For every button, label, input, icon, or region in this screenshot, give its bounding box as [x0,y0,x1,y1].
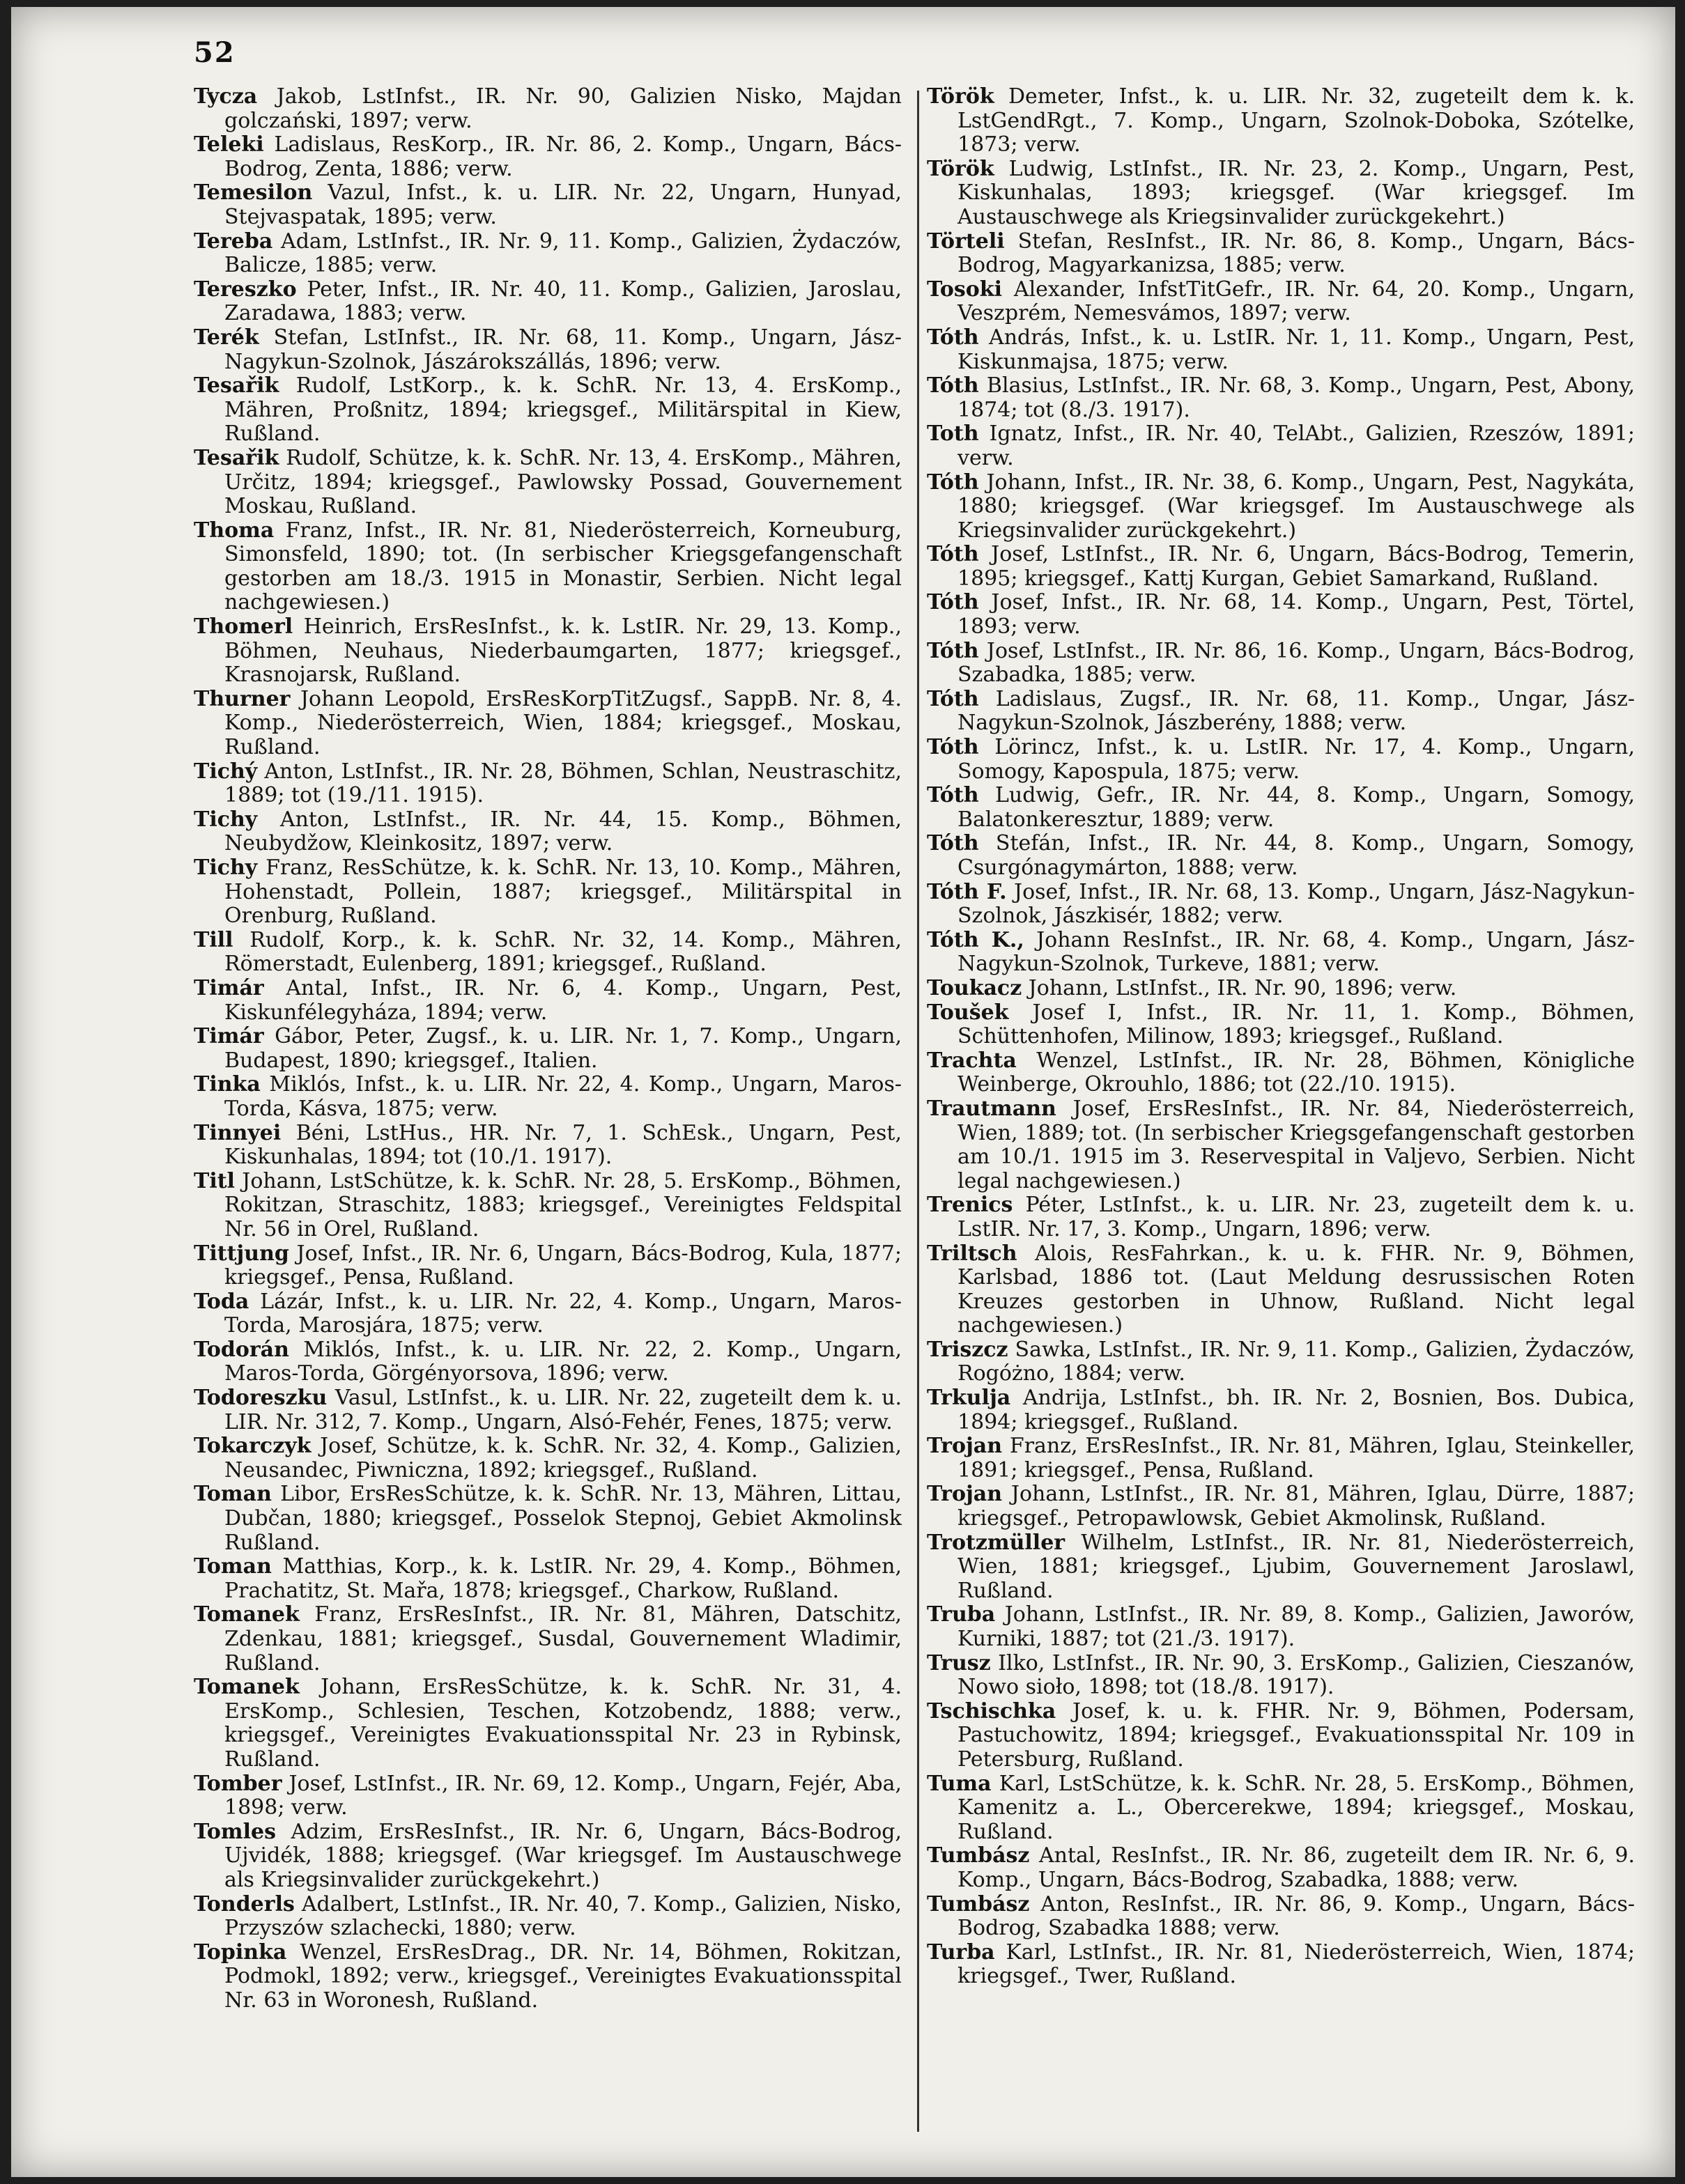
entry-surname: Tóth [927,325,979,350]
entry-details: Antal, Infst., IR. Nr. 6, 4. Komp., Ungarn, Pest, Kiskunfélegyháza, 1894; verw. [224,975,902,1025]
entry-details: Lázár, Infst., k. u. LIR. Nr. 22, 4. Komp., Ungarn, Maros-Torda, Marosjára, 1875; verw. [224,1289,902,1338]
entry-surname: Tuma [927,1771,992,1796]
casualty-entry [194,977,902,1025]
entry-details: Josef, Infst., IR. Nr. 68, 13. Komp., Ungarn, Jász-Nagykun-Szolnok, Jászkisér, 1882; verw. [957,879,1636,929]
entry-surname: Temesilon [194,180,313,206]
casualty-entry [927,326,1635,374]
entry-details: Franz, ErsResInfst., IR. Nr. 81, Mähren, Iglau, Steinkeller, 1891; kriegsgef., Pensa, Rußland. [957,1434,1635,1482]
entry-details: Johann Leopold, ErsResKorpTitZugsf., SappB. Nr. 8, 4. Komp., Niederösterreich, Wien, 1884; kriegsgef., Moskau, Rußland. [224,686,902,760]
entry-surname: Timár [194,975,264,1000]
entry-details: Péter, LstInfst., k. u. LIR. Nr. 23, zugeteilt dem k. u. LstIR. Nr. 17, 3. Komp., Ungarn, 1896; verw. [957,1193,1635,1241]
casualty-entry [927,1700,1635,1772]
entry-surname: Törteli [927,229,1005,254]
entry-details: Andrija, LstInfst., bh. IR. Nr. 2, Bosnien, Bos. Dubica, 1894; kriegsgef., Rußland. [957,1386,1635,1434]
entry-details: Peter, Infst., IR. Nr. 40, 11. Komp., Galizien, Jaroslau, Zaradawa, 1883; verw. [224,277,902,326]
entry-surname: Toukacz [927,975,1022,1000]
casualty-entry [927,422,1635,470]
entry-surname: Teleki [194,132,264,157]
casualty-entry [927,591,1635,639]
entry-surname: Thurner [194,686,291,711]
casualty-entry [927,1242,1635,1338]
entry-details: Vasul, LstInfst., k. u. LIR. Nr. 22, zugeteilt dem k. u. LIR. Nr. 312, 7. Komp., Ungarn, Alsó-Fehér, Fenes, 1875; verw. [224,1386,902,1434]
entry-surname: Tóth F. [927,879,1007,904]
entry-surname: Tumbász [927,1891,1030,1916]
entry-details: Rudolf, LstKorp., k. k. SchR. Nr. 13, 4. ErsKomp., Mähren, Proßnitz, 1894; kriegsgef., Militärspital in Kiew, Rußland. [224,373,902,447]
entry-details: Blasius, LstInfst., IR. Nr. 68, 3. Komp., Ungarn, Pest, Abony, 1874; tot (8./3. 1917). [957,373,1635,422]
entry-details: Miklós, Infst., k. u. LIR. Nr. 22, 4. Komp., Ungarn, Maros-Torda, Kásva, 1875; verw. [224,1072,902,1121]
casualty-entry [927,543,1635,591]
entry-surname: Tichy [194,807,258,832]
entry-surname: Tesařik [194,445,279,470]
entry-surname: Toušek [927,1000,1009,1025]
entry-surname: Tóth [927,373,979,398]
entry-details: Franz, Infst., IR. Nr. 81, Niederösterreich, Korneuburg, Simonsfeld, 1890; tot. (In serbischer Kriegsgefangenschaft gestorben am 18./3. 1915 in Monastir, Serbien. Nicht legal nachgewiesen.) [224,518,902,615]
casualty-entry [194,1434,902,1482]
casualty-entry [927,832,1635,880]
entry-surname: Tóth [927,735,979,760]
entry-surname: Tomber [194,1771,282,1796]
entry-surname: Titl [194,1168,235,1193]
entry-details: Rudolf, Schütze, k. k. SchR. Nr. 13, 4. ErsKomp., Mähren, Určitz, 1894; kriegsgef., Pawlowsky Possad, Gouvernement Moskau, Rußland. [224,445,902,519]
casualty-entry [194,1242,902,1290]
entry-details: Demeter, Infst., k. u. LIR. Nr. 32, zugeteilt dem k. k. LstGendRgt., 7. Komp., Ungarn, Szolnok-Doboka, Szótelke, 1873; verw. [957,84,1635,157]
casualty-entry [927,1652,1635,1700]
casualty-entry [927,1001,1635,1049]
entry-details: Franz, ErsResInfst., IR. Nr. 81, Mähren, Datschitz, Zdenkau, 1881; kriegsgef., Susdal, Gouvernement Wladimir, Rußland. [224,1602,902,1675]
casualty-entry [194,856,902,929]
entry-surname: Tereszko [194,277,297,302]
entry-details: Matthias, Korp., k. k. LstIR. Nr. 29, 4. Komp., Böhmen, Prachatitz, St. Mařa, 1878; kriegsgef., Charkow, Rußland. [224,1554,902,1603]
entry-surname: Trusz [927,1650,991,1675]
column-right [927,85,1635,1989]
entry-details: Adzim, ErsResInfst., IR. Nr. 6, Ungarn, Bács-Bodrog, Ujvidék, 1888; kriegsgef. (War kriegsgef. Im Austauschwege als Kriegsinvalider zurückgekehrt.) [224,1819,902,1892]
entry-details: Stefan, ResInfst., IR. Nr. 86, 8. Komp., Ungarn, Bács-Bodrog, Magyarkanizsa, 1885; verw. [957,229,1635,278]
entry-details: Adam, LstInfst., IR. Nr. 9, 11. Komp., Galizien, Żydaczów, Balicze, 1885; verw. [224,229,902,278]
entry-details: Ludwig, LstInfst., IR. Nr. 23, 2. Komp., Ungarn, Pest, Kiskunhalas, 1893; kriegsgef. (War kriegsgef. Im Austauschwege als Kriegsinvalider zurückgekehrt.) [957,156,1635,229]
casualty-entry [194,1675,902,1772]
entry-details: Johann, Infst., IR. Nr. 38, 6. Komp., Ungarn, Pest, Nagykáta, 1880; kriegsgef. (War kriegsgef. Im Austauschwege als Kriegsinvalider zurückgekehrt.) [957,470,1635,543]
entry-details: Alois, ResFahrkan., k. u. k. FHR. Nr. 9, Böhmen, Karlsbad, 1886 tot. (Laut Meldung desrussischen Roten Kreuzes gestorben in Uhnow, Rußland. Nicht legal nachgewiesen.) [957,1241,1635,1338]
casualty-entry [194,1170,902,1242]
entry-surname: Topinka [194,1939,287,1965]
entry-details: Josef I, Infst., IR. Nr. 11, 1. Komp., Böhmen, Schüttenhofen, Milinow, 1893; kriegsgef., Rußland. [957,1000,1635,1049]
casualty-entry [194,1386,902,1434]
entry-surname: Tóth [927,638,979,663]
casualty-entry [927,1893,1635,1941]
entry-surname: Till [194,927,233,952]
casualty-entry [194,760,902,808]
casualty-entry [194,447,902,519]
casualty-entry [927,736,1635,784]
entry-details: Stefan, LstInfst., IR. Nr. 68, 11. Komp., Ungarn, Jász-Nagykun-Szolnok, Jászárokszállás, 1896; verw. [224,325,902,374]
entry-details: Josef, Infst., IR. Nr. 6, Ungarn, Bács-Bodrog, Kula, 1877; kriegsgef., Pensa, Rußland. [224,1241,902,1290]
entry-details: Vazul, Infst., k. u. LIR. Nr. 22, Ungarn, Hunyad, Stejvaspatak, 1895; verw. [224,180,902,229]
entry-details: Karl, LstInfst., IR. Nr. 81, Niederösterreich, Wien, 1874; kriegsgef., Twer, Rußland. [957,1939,1635,1989]
entry-details: Josef, LstInfst., IR. Nr. 86, 16. Komp., Ungarn, Bács-Bodrog, Szabadka, 1885; verw. [957,638,1635,688]
entry-details: Stefán, Infst., IR. Nr. 44, 8. Komp., Ungarn, Somogy, Csurgónagymárton, 1888; verw. [957,831,1635,880]
casualty-entry [194,615,902,688]
entry-surname: Toman [194,1554,272,1579]
casualty-entry [927,157,1635,230]
entry-details: Johann, LstSchütze, k. k. SchR. Nr. 28, 5. ErsKomp., Böhmen, Rokitzan, Straschitz, 1883; kriegsgef., Vereinigtes Feldspital Nr. 56 in Orel, Rußland. [224,1168,902,1241]
casualty-entry [194,1482,902,1555]
entry-details: Libor, ErsResSchütze, k. k. SchR. Nr. 13, Mähren, Littau, Dubčan, 1880; kriegsgef., Posselok Stepnoj, Gebiet Akmolinsk Rußland. [224,1482,902,1555]
casualty-entry [194,1025,902,1073]
entry-details: Jakob, LstInfst., IR. Nr. 90, Galizien Nisko, Majdan golczański, 1897; verw. [224,84,902,133]
casualty-entry [194,278,902,326]
casualty-entry [927,1049,1635,1097]
casualty-entry [194,1820,902,1893]
entry-details: Franz, ResSchütze, k. k. SchR. Nr. 13, 10. Komp., Mähren, Hohenstadt, Pollein, 1887; kriegsgef., Militärspital in Orenburg, Rußland. [224,855,902,929]
casualty-entry [927,278,1635,326]
entry-details: Antal, ResInfst., IR. Nr. 86, zugeteilt dem IR. Nr. 6, 9. Komp., Ungarn, Bács-Bodrog, Szabadka, 1888; verw. [957,1843,1635,1892]
entry-surname: Triltsch [927,1241,1017,1266]
entry-details: Rudolf, Korp., k. k. SchR. Nr. 32, 14. Komp., Mähren, Römerstadt, Eulenberg, 1891; kriegsgef., Rußland. [224,927,902,977]
entry-surname: Tóth [927,470,979,495]
entry-surname: Török [927,84,994,109]
entry-surname: Trojan [927,1482,1003,1507]
entry-surname: Thomerl [194,614,293,640]
entry-details: Wenzel, LstInfst., IR. Nr. 28, Böhmen, Königliche Weinberge, Okrouhlo, 1886; tot (22./10. 1915). [957,1048,1635,1097]
entry-surname: Thoma [194,518,275,543]
casualty-entry [927,1772,1635,1845]
entry-surname: Tinka [194,1072,261,1097]
casualty-entry [927,688,1635,736]
entry-surname: Tonderls [194,1891,295,1916]
entry-surname: Tichy [194,855,258,880]
entry-surname: Trojan [927,1434,1003,1459]
entry-details: Alexander, InfstTitGefr., IR. Nr. 64, 20. Komp., Ungarn, Veszprém, Nemesvámos, 1897; verw. [957,277,1635,326]
entry-surname: Tittjung [194,1241,289,1266]
casualty-entry [927,230,1635,278]
entry-surname: Tycza [194,84,258,109]
entry-details: Sawka, LstInfst., IR. Nr. 9, 11. Komp., Galizien, Żydaczów, Rogóżno, 1884; verw. [957,1337,1635,1386]
casualty-entry [194,1338,902,1386]
entry-surname: Timár [194,1024,264,1049]
casualty-entry [194,1893,902,1941]
entry-surname: Tinnyei [194,1120,282,1145]
entry-surname: Toman [194,1482,272,1507]
entry-surname: Tesařik [194,373,279,398]
casualty-entry [194,1555,902,1603]
casualty-entry [927,1482,1635,1531]
entry-surname: Tschischka [927,1698,1056,1724]
casualty-entry [194,1772,902,1820]
entry-surname: Tokarczyk [194,1434,311,1459]
casualty-entry [927,1603,1635,1651]
casualty-entry [194,1941,902,2013]
casualty-entry [927,977,1635,1001]
entry-details: András, Infst., k. u. LstIR. Nr. 1, 11. Komp., Ungarn, Pest, Kiskunmajsa, 1875; verw. [957,325,1635,374]
entry-surname: Tereba [194,229,273,254]
entry-details: Ladislaus, ResKorp., IR. Nr. 86, 2. Komp., Ungarn, Bács-Bodrog, Zenta, 1886; verw. [224,132,902,181]
casualty-entry [927,1338,1635,1386]
entry-details: Lörincz, Infst., k. u. LstIR. Nr. 17, 4. Komp., Ungarn, Somogy, Kapospula, 1875; verw. [957,735,1635,784]
entry-details: Wenzel, ErsResDrag., DR. Nr. 14, Böhmen, Rokitzan, Podmokl, 1892; verw., kriegsgef., Vereinigtes Evakuationsspital Nr. 63 in Woronesh, Rußland. [224,1939,902,2013]
casualty-entry [927,1941,1635,1989]
entry-surname: Tosoki [927,277,1002,302]
casualty-entry [927,1193,1635,1241]
entry-details: Adalbert, LstInfst., IR. Nr. 40, 7. Komp., Galizien, Nisko, Przyszów szlachecki, 1880; verw. [224,1891,902,1941]
entry-surname: Trachta [927,1048,1017,1073]
casualty-entry [927,640,1635,688]
casualty-entry [194,181,902,229]
entry-surname: Triszcz [927,1337,1008,1362]
entry-surname: Trkulja [927,1386,1011,1411]
entry-details: Josef, LstInfst., IR. Nr. 6, Ungarn, Bács-Bodrog, Temerin, 1895; kriegsgef., Kattj Kurgan, Gebiet Samarkand, Rußland. [957,542,1635,591]
casualty-entry [194,133,902,181]
casualty-entry [194,519,902,615]
casualty-entry [927,1531,1635,1604]
casualty-entry [927,1844,1635,1892]
entry-details: Josef, ErsResInfst., IR. Nr. 84, Niederösterreich, Wien, 1889; tot. (In serbischer Kriegsgefangenschaft gestorben am 10./1. 1915 im 3. Reservespital in Valjevo, Serbien. Nicht legal nachgewiesen.) [957,1096,1635,1193]
entry-surname: Terék [194,325,259,350]
casualty-entry [194,808,902,856]
entry-details: Ladislaus, Zugsf., IR. Nr. 68, 11. Komp., Ungar, Jász-Nagykun-Szolnok, Jászberény, 1888; verw. [957,686,1635,736]
casualty-entry [927,471,1635,543]
entry-surname: Tóth [927,783,979,808]
entry-surname: Tóth K., [927,927,1024,952]
casualty-entry [194,1603,902,1675]
casualty-entry [194,85,902,133]
entry-details: Josef, k. u. k. FHR. Nr. 9, Böhmen, Podersam, Pastuchowitz, 1894; kriegsgef., Evakuationsspital Nr. 109 in Petersburg, Rußland. [957,1698,1635,1772]
casualty-entry [194,688,902,760]
entry-surname: Trenics [927,1193,1013,1218]
casualty-entry [927,929,1635,977]
entry-surname: Tóth [927,542,979,567]
entry-details: Ilko, LstInfst., IR. Nr. 90, 3. ErsKomp., Galizien, Cieszanów, Nowo sioło, 1898; tot (18./8. 1917). [957,1650,1635,1700]
entry-details: Anton, LstInfst., IR. Nr. 28, Böhmen, Schlan, Neustraschitz, 1889; tot (19./11. 1915). [224,759,902,808]
entry-surname: Truba [927,1602,996,1627]
entry-details: Wilhelm, LstInfst., IR. Nr. 81, Niederösterreich, Wien, 1881; kriegsgef., Ljubim, Gouvernement Jaroslawl, Rußland. [957,1530,1635,1603]
casualty-entry [927,374,1635,422]
entry-details: Anton, LstInfst., IR. Nr. 44, 15. Komp., Böhmen, Neubydžow, Kleinkositz, 1897; verw. [224,807,902,856]
entry-surname: Tomanek [194,1602,300,1627]
entry-details: Heinrich, ErsResInfst., k. k. LstIR. Nr. 29, 13. Komp., Böhmen, Neuhaus, Niederbaumgarten, 1877; kriegsgef., Krasnojarsk, Rußland. [224,614,902,688]
entry-details: Johann ResInfst., IR. Nr. 68, 4. Komp., Ungarn, Jász-Nagykun-Szolnok, Turkeve, 1881; verw. [957,927,1635,977]
document-page [11,7,1675,2177]
entry-surname: Todorán [194,1337,289,1362]
entry-details: Gábor, Peter, Zugsf., k. u. LIR. Nr. 1, 7. Komp., Ungarn, Budapest, 1890; kriegsgef., Italien. [224,1024,902,1073]
casualty-entry [194,374,902,447]
entry-surname: Toth [927,421,979,447]
casualty-entry [927,1097,1635,1193]
casualty-entry [927,881,1635,929]
casualty-entry [927,85,1635,157]
entry-details: Josef, Infst., IR. Nr. 68, 14. Komp., Ungarn, Pest, Törtel, 1893; verw. [957,590,1635,640]
entry-surname: Tumbász [927,1843,1030,1868]
casualty-entry [927,784,1635,832]
column-divider [917,91,919,2132]
entry-details: Josef, LstInfst., IR. Nr. 69, 12. Komp., Ungarn, Fejér, Aba, 1898; verw. [224,1771,902,1820]
column-left [194,85,902,2013]
casualty-entry [194,230,902,278]
casualty-entry [194,1073,902,1121]
casualty-entry [194,1290,902,1338]
entry-details: Ignatz, Infst., IR. Nr. 40, TelAbt., Galizien, Rzeszów, 1891; verw. [957,421,1635,470]
entry-surname: Tóth [927,831,979,856]
entry-surname: Turba [927,1939,995,1965]
entry-details: Johann, LstInfst., IR. Nr. 89, 8. Komp., Galizien, Jaworów, Kurniki, 1887; tot (21./3. 1917). [957,1602,1635,1651]
casualty-entry [194,929,902,977]
entry-surname: Tichý [194,759,258,784]
entry-details: Anton, ResInfst., IR. Nr. 86, 9. Komp., Ungarn, Bács-Bodrog, Szabadka 1888; verw. [957,1891,1635,1941]
entry-details: Johann, LstInfst., IR. Nr. 81, Mähren, Iglau, Dürre, 1887; kriegsgef., Petropawlowsk, Gebiet Akmolinsk, Rußland. [957,1482,1635,1531]
entry-details: Johann, ErsResSchütze, k. k. SchR. Nr. 31, 4. ErsKomp., Schlesien, Teschen, Kotzobendz, 1888; verw., kriegsgef., Vereinigtes Evakuationsspital Nr. 23 in Rybinsk, Rußland. [224,1675,902,1772]
casualty-entry [194,326,902,374]
page-number: 52 [194,36,236,69]
casualty-entry [927,1434,1635,1482]
entry-surname: Tomles [194,1819,277,1844]
entry-surname: Trautmann [927,1096,1056,1121]
casualty-entry [194,1122,902,1170]
entry-details: Béni, LstHus., HR. Nr. 7, 1. SchEsk., Ungarn, Pest, Kiskunhalas, 1894; tot (10./1. 1917). [224,1120,902,1170]
casualty-entry [927,1386,1635,1434]
entry-details: Miklós, Infst., k. u. LIR. Nr. 22, 2. Komp., Ungarn, Maros-Torda, Görgényorsova, 1896; verw. [224,1337,902,1386]
entry-surname: Tomanek [194,1675,300,1700]
entry-surname: Trotzmüller [927,1530,1065,1555]
entry-details: Josef, Schütze, k. k. SchR. Nr. 32, 4. Komp., Galizien, Neusandec, Piwniczna, 1892; kriegsgef., Rußland. [224,1434,902,1482]
entry-surname: Toda [194,1289,249,1314]
entry-surname: Török [927,156,994,181]
entry-surname: Tóth [927,590,979,615]
entry-details: Johann, LstInfst., IR. Nr. 90, 1896; verw. [1022,975,1457,1000]
entry-surname: Todoreszku [194,1386,328,1411]
entry-details: Ludwig, Gefr., IR. Nr. 44, 8. Komp., Ungarn, Somogy, Balatonkeresztur, 1889; verw. [957,783,1635,832]
entry-surname: Tóth [927,686,979,711]
entry-details: Karl, LstSchütze, k. k. SchR. Nr. 28, 5. ErsKomp., Böhmen, Kamenitz a. L., Obercerekwe, 1894; kriegsgef., Moskau, Rußland. [957,1771,1635,1844]
